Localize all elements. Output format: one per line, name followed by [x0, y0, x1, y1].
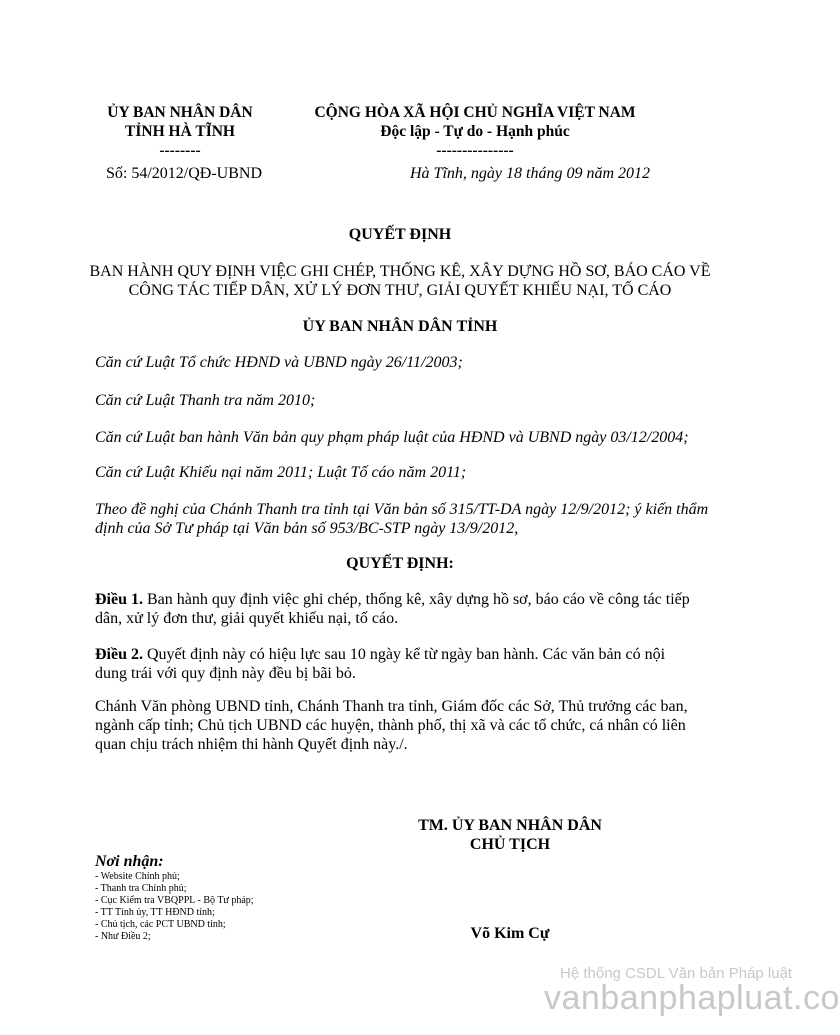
signer-name: Võ Kim Cự	[470, 925, 550, 942]
legal-basis-item: Căn cứ Luật Khiếu nại năm 2011; Luật Tố cáo năm 2011;	[95, 464, 467, 481]
article-label: Điều 1.	[95, 591, 143, 608]
issuing-authority: ỦY BAN NHÂN DÂN TỈNH	[302, 318, 498, 335]
legal-basis-item: Căn cứ Luật Thanh tra năm 2010;	[95, 392, 316, 409]
article-1	[95, 590, 700, 628]
document-dateline: Hà Tĩnh, ngày 18 tháng 09 năm 2012	[410, 165, 650, 182]
recipient-item: - Website Chính phủ;	[95, 871, 180, 882]
document-title: QUYẾT ĐỊNH	[348, 226, 452, 243]
document-number: Số: 54/2012/QĐ-UBND	[106, 165, 263, 182]
national-motto: Độc lập - Tự do - Hạnh phúc	[380, 123, 570, 140]
recipient-item: - Chủ tịch, các PCT UBND tỉnh;	[95, 919, 226, 930]
closing-paragraph: Chánh Văn phòng UBND tỉnh, Chánh Thanh tra tỉnh, Giám đốc các Sở, Thủ trưởng các ban, ngành cấp tỉnh; Chủ tịch UBND các huyện, thành phố, thị xã và các tổ chức, cá nhân có liên quan chịu trách nhiệm thi hành Quyết định này./.	[95, 698, 688, 753]
recipients-label: Nơi nhận:	[95, 853, 164, 870]
agency-separator: --------	[159, 142, 201, 159]
motto-separator: ---------------	[436, 142, 514, 159]
watermark-caption: Hệ thống CSDL Văn bản Pháp luật	[560, 965, 793, 982]
signature-on-behalf: TM. ỦY BAN NHÂN DÂN	[418, 817, 602, 834]
recipient-item: - TT Tỉnh ủy, TT HĐND tỉnh;	[95, 907, 215, 918]
legal-basis-item: Căn cứ Luật ban hành Văn bản quy phạm pháp luật của HĐND và UBND ngày 03/12/2004;	[95, 429, 689, 446]
signature-position: CHỦ TỊCH	[469, 836, 551, 853]
recipients-block	[95, 852, 395, 943]
document-subtitle: BAN HÀNH QUY ĐỊNH VIỆC GHI CHÉP, THỐNG KÊ, XÂY DỰNG HỒ SƠ, BÁO CÁO VỀ CÔNG TÁC TIẾP DÂN, XỬ LÝ ĐƠN THƯ, GIẢI QUYẾT KHIẾU NẠI, TỐ CÁO	[89, 263, 711, 299]
article-label: Điều 2.	[95, 646, 143, 663]
national-title: CỘNG HÒA XÃ HỘI CHỦ NGHĨA VIỆT NAM	[314, 104, 636, 121]
legal-basis-item: Theo đề nghị của Chánh Thanh tra tỉnh tại Văn bản số 315/TT-DA ngày 12/9/2012; ý kiến thẩm định của Sở Tư pháp tại Văn bản số 953/BC-STP ngày 13/9/2012,	[95, 501, 709, 537]
watermark-site: vanbanphapluat.co	[544, 979, 840, 1017]
province-name: TỈNH HÀ TĨNH	[125, 123, 235, 140]
recipient-item: - Như Điều 2;	[95, 931, 151, 942]
recipient-item: - Thanh tra Chính phủ;	[95, 883, 187, 894]
issuing-agency-block	[80, 103, 280, 160]
article-text: Ban hành quy định việc ghi chép, thống kê, xây dựng hồ sơ, báo cáo về công tác tiếp dân, xử lý đơn thư, giải quyết khiếu nại, tố cáo.	[95, 591, 690, 627]
decision-heading: QUYẾT ĐỊNH:	[346, 555, 454, 572]
article-text: Quyết định này có hiệu lực sau 10 ngày kể từ ngày ban hành. Các văn bản có nội dung trái với quy định này đều bị bãi bỏ.	[95, 646, 666, 682]
agency-name: ỦY BAN NHÂN DÂN	[107, 104, 253, 121]
article-2	[95, 645, 700, 683]
recipient-list	[95, 871, 395, 943]
signature-block	[410, 816, 610, 854]
recipient-item: - Cục Kiểm tra VBQPPL - Bộ Tư pháp;	[95, 895, 254, 906]
national-header-block	[280, 103, 670, 160]
legal-basis-item: Căn cứ Luật Tổ chức HĐND và UBND ngày 26/11/2003;	[95, 354, 463, 371]
